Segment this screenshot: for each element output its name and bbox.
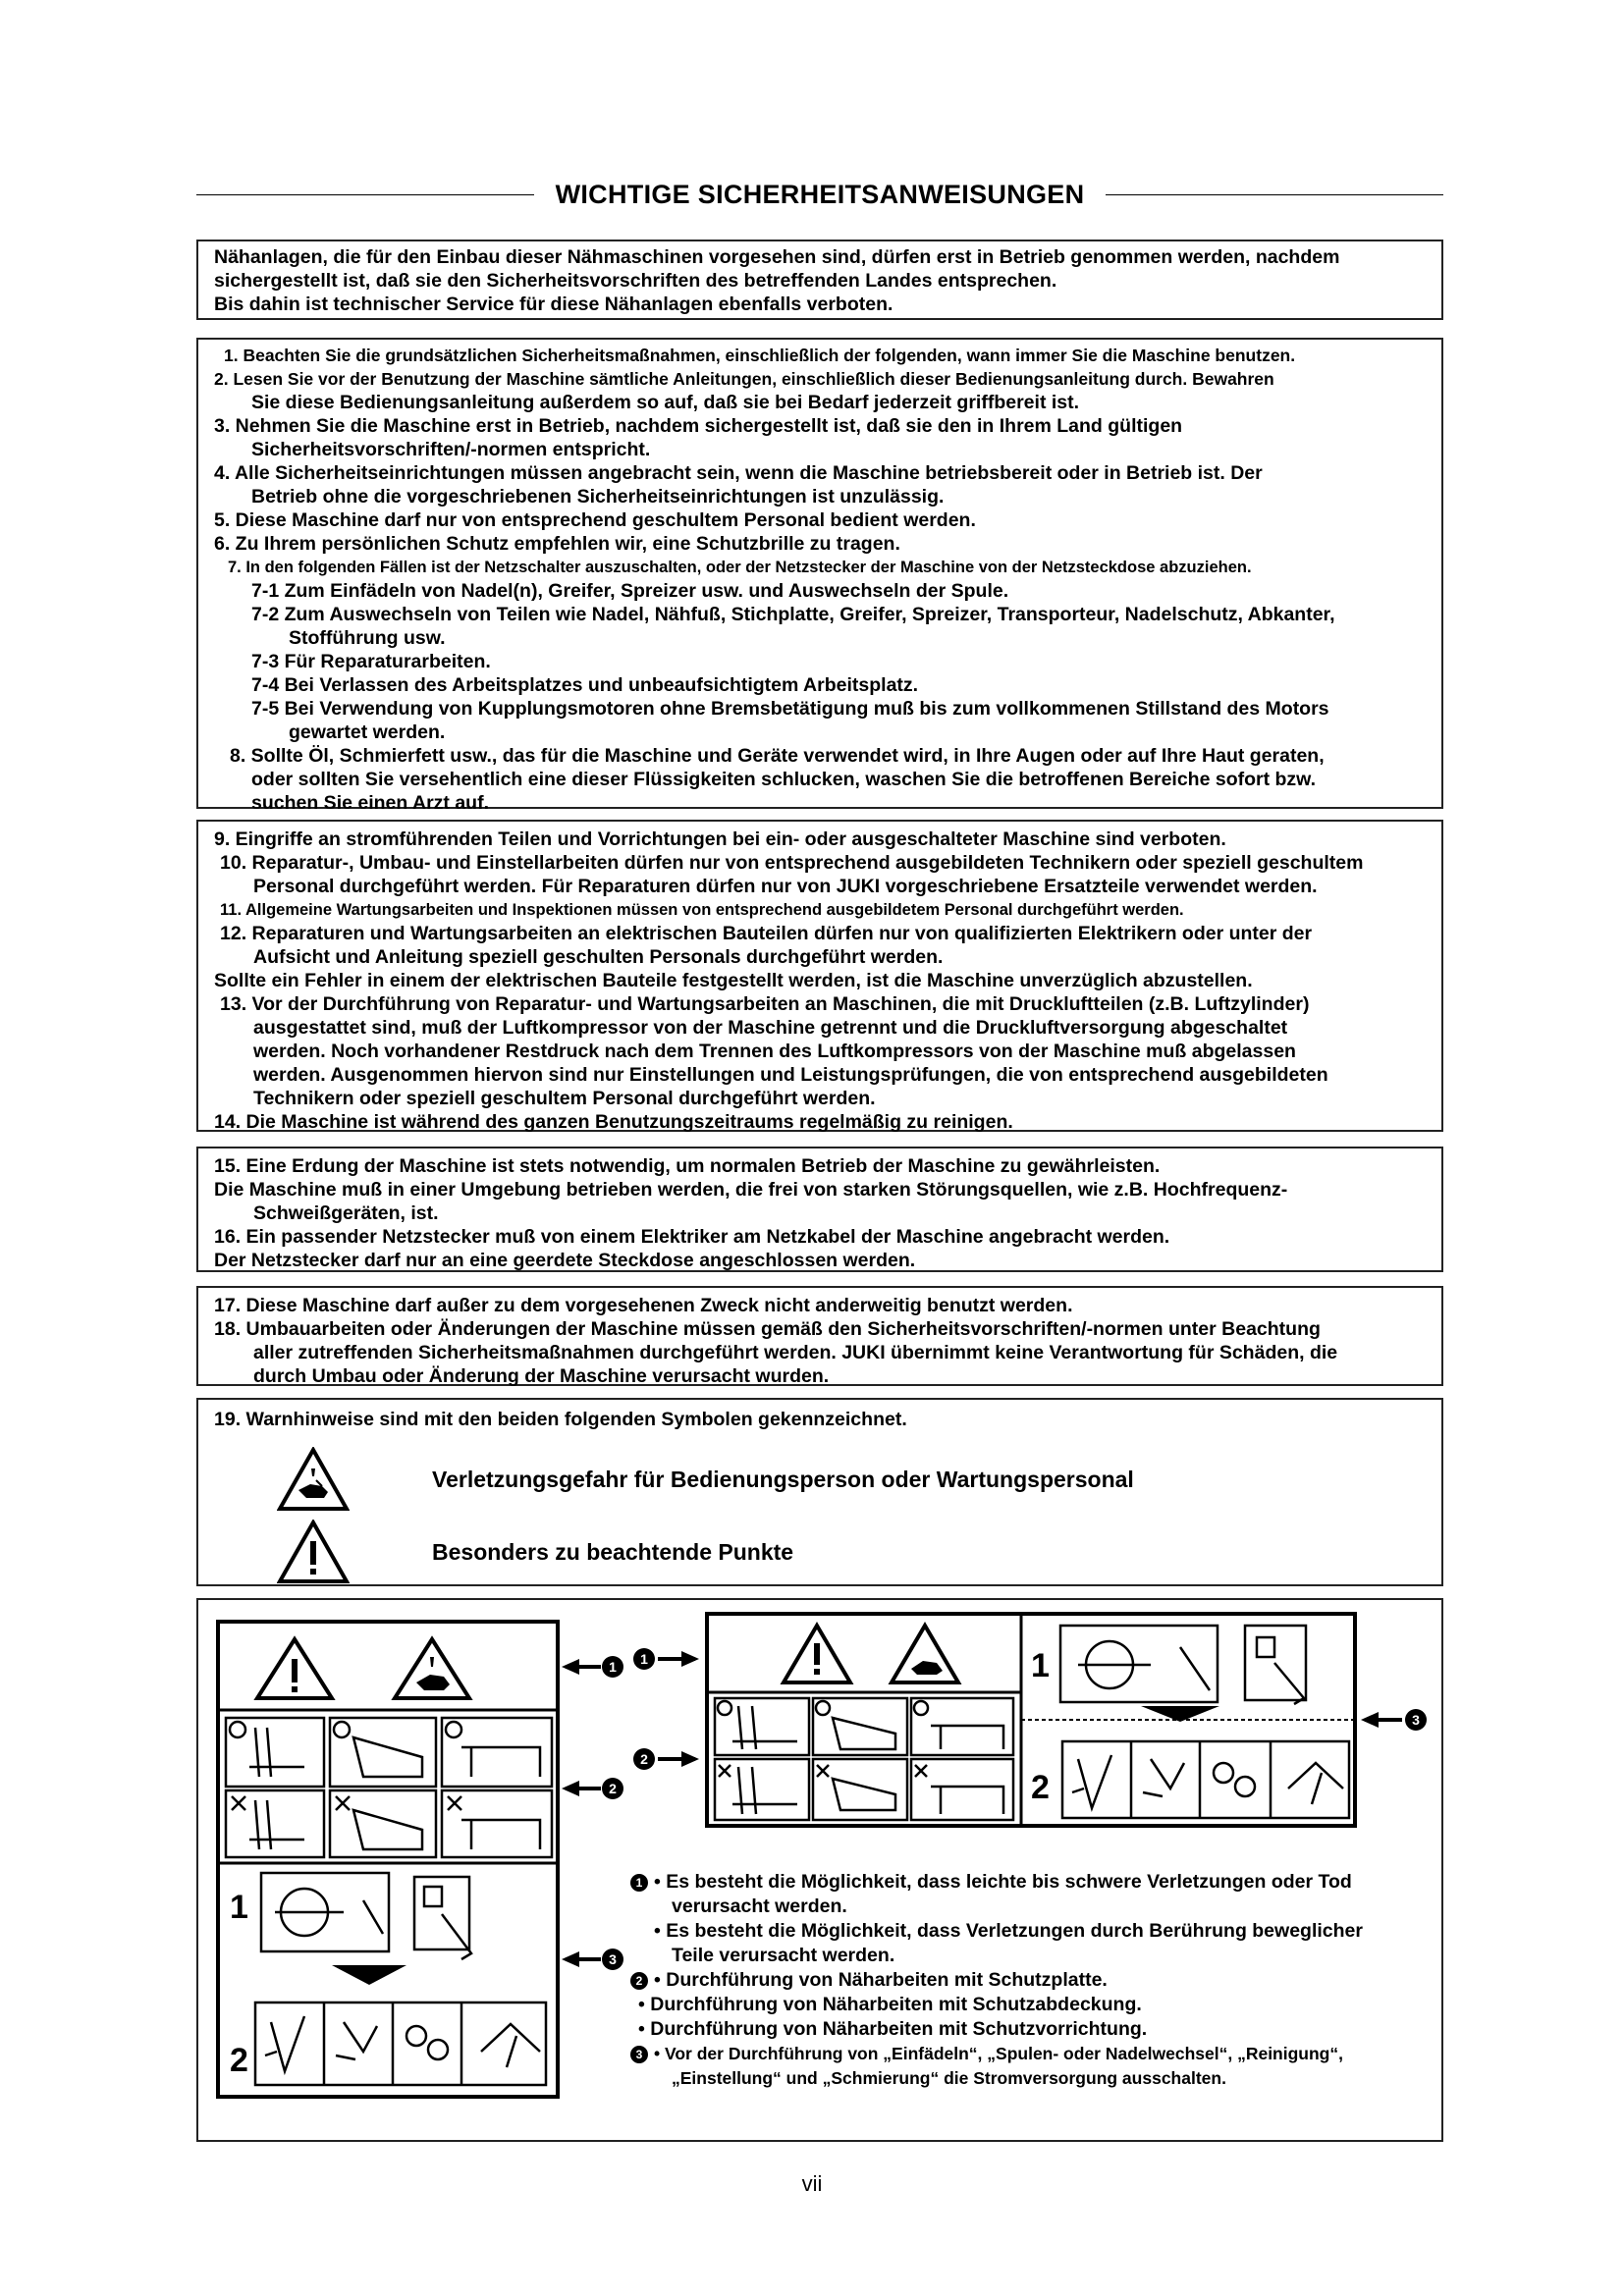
legend-1-cont: verursacht werden. (672, 1896, 847, 1917)
marker-1: 1 (640, 1651, 648, 1667)
page-title: WICHTIGE SICHERHEITSANWEISUNGEN (555, 179, 1085, 209)
item-7-1: 7-1 Zum Einfädeln von Nadel(n), Greifer, Spreizer usw. und Auswechseln der Spule. (251, 580, 1009, 602)
item-19: 19. Warnhinweise sind mit den beiden folgenden Symbolen gekennzeichnet. (214, 1409, 907, 1430)
item-10-cont: Personal durchgeführt werden. Für Reparaturen dürfen nur von JUKI vorgeschriebene Ersatzteile verwendet werden. (253, 876, 1318, 897)
item-18-cont: durch Umbau oder Änderung der Maschine verursacht wurden. (253, 1365, 830, 1387)
item-7: 7. In den folgenden Fällen ist der Netzschalter auszuschalten, oder der Netzstecker der Maschine von der Netzsteckdose abzuziehen. (228, 559, 1252, 576)
marker-3: 3 (630, 2046, 648, 2063)
item-6: 6. Zu Ihrem persönlichen Schutz empfehlen wir, eine Schutzbrille zu tragen. (214, 533, 900, 555)
step-number: 1 (1031, 1647, 1050, 1684)
item-3-cont: Sicherheitsvorschriften/-normen entspricht. (251, 439, 651, 460)
item-4-cont: Betrieb ohne die vorgeschriebenen Sicherheitseinrichtungen ist unzulässig. (251, 486, 945, 507)
marker-1: 1 (609, 1659, 617, 1675)
step-number: 2 (1031, 1769, 1050, 1806)
step-number: 2 (230, 2042, 248, 2079)
callout-arrows (562, 1656, 623, 1970)
item-7-5-cont: gewartet werden. (289, 721, 446, 743)
item-2-cont: Sie diese Bedienungsanleitung außerdem so auf, daß sie bei Bedarf jederzeit griffbereit ist. (251, 392, 1080, 413)
item-8-cont: suchen Sie einen Arzt auf. (251, 792, 489, 814)
item-15: 15. Eine Erdung der Maschine ist stets notwendig, um normalen Betrieb der Maschine zu gewährleisten. (214, 1155, 1161, 1177)
title-rule-left (196, 194, 534, 195)
item-1: 1. Beachten Sie die grundsätzlichen Sicherheitsmaßnahmen, einschließlich der folgenden, wann immer Sie die Maschine benutzen. (224, 346, 1296, 365)
item-11: 11. Allgemeine Wartungsarbeiten und Inspektionen müssen von entsprechend ausgebildetem Personal durchgeführt werden. (220, 901, 1184, 919)
item-4: 4. Alle Sicherheitseinrichtungen müssen angebracht sein, wenn die Maschine betriebsbereit oder in Betrieb ist. Der (214, 462, 1263, 484)
item-15-note: Die Maschine muß in einer Umgebung betrieben werden, die frei von starken Störungsquellen, wie z.B. Hochfrequenz- (214, 1179, 1288, 1201)
item-13-cont: werden. Noch vorhandener Restdruck nach dem Trennen des Luftkompressors von der Maschine muß abgelassen (253, 1041, 1296, 1062)
legend-2-line: 2 • Durchführung von Näharbeiten mit Schutzplatte. (630, 1968, 1363, 1993)
item-17: 17. Diese Maschine darf außer zu dem vorgesehenen Zweck nicht anderweitig benutzt werden. (214, 1295, 1073, 1316)
item-7-4: 7-4 Bei Verlassen des Arbeitsplatzes und unbeaufsichtigtem Arbeitsplatz. (251, 674, 919, 696)
intro-box (196, 240, 1443, 320)
marker-3: 3 (609, 1951, 617, 1967)
marker-2: 2 (640, 1751, 648, 1767)
item-13-cont: werden. Ausgenommen hiervon sind nur Einstellungen und Leistungsprüfungen, die von entsprechend ausgebildeten (253, 1064, 1328, 1086)
item-16: 16. Ein passender Netzstecker muß von einem Elektriker am Netzkabel der Maschine angebracht werden. (214, 1226, 1170, 1248)
legend-1b-cont: Teile verursacht werden. (672, 1945, 895, 1966)
title-rule-right (1106, 194, 1443, 195)
item-7-3: 7-3 Für Reparaturarbeiten. (251, 651, 491, 672)
symbol-row-2 (277, 1520, 793, 1584)
item-14: 14. Die Maschine ist während des ganzen Benutzungszeitraums regelmäßig zu reinigen. (214, 1111, 1013, 1133)
item-12-note: Sollte ein Fehler in einem der elektrischen Bauteile festgestellt werden, ist die Maschine unverzüglich abzustellen. (214, 970, 1253, 991)
item-8-cont: oder sollten Sie versehentlich eine dieser Flüssigkeiten schlucken, waschen Sie die betroffenen Bereiche sofort bzw. (251, 769, 1317, 790)
hand-injury-warning-icon (277, 1447, 350, 1512)
intro-line: Nähanlagen, die für den Einbau dieser Nähmaschinen vorgesehen sind, dürfen erst in Betrieb genommen werden, nachdem (214, 246, 1340, 268)
marker-3: 3 (1412, 1712, 1420, 1728)
item-13: 13. Vor der Durchführung von Reparatur- und Wartungsarbeiten an Maschinen, die mit Druckluftteilen (z.B. Luftzylinder) (220, 993, 1310, 1015)
item-5: 5. Diese Maschine darf nur von entsprechend geschultem Personal bedient werden. (214, 509, 976, 531)
item-7-2-cont: Stofführung usw. (289, 627, 446, 649)
safety-section-4 (196, 1286, 1443, 1386)
legend-1-line: 1 • Es besteht die Möglichkeit, dass leichte bis schwere Verletzungen oder Tod (630, 1870, 1363, 1895)
item-2: 2. Lesen Sie vor der Benutzung der Maschine sämtliche Anleitungen, einschließlich dieser Bedienungsanleitung durch. Bewahren (214, 369, 1274, 389)
item-8: 8. Sollte Öl, Schmierfett usw., das für die Maschine und Geräte verwendet wird, in Ihre Augen oder auf Ihre Haut geraten, (230, 745, 1325, 767)
step-number: 1 (230, 1889, 248, 1926)
item-13-cont: ausgestattet sind, muß der Luftkompressor von der Maschine getrennt und die Druckluftversorgung abgeschaltet (253, 1017, 1288, 1039)
caution-warning-icon (277, 1520, 350, 1584)
item-16-note: Der Netzstecker darf nur an eine geerdete Steckdose angeschlossen werden. (214, 1250, 916, 1271)
marker-2: 2 (630, 1972, 648, 1990)
warning-label-right (630, 1612, 1435, 1847)
warning-label-left (216, 1620, 628, 2101)
item-7-2: 7-2 Zum Auswechseln von Teilen wie Nadel, Nähfuß, Stichplatte, Greifer, Spreizer, Transporteur, Nadelschutz, Abkanter, (251, 604, 1335, 625)
safety-section-2 (196, 820, 1443, 1132)
item-13-cont: Technikern oder speziell geschultem Personal durchgeführt werden. (253, 1088, 876, 1109)
intro-line: Bis dahin ist technischer Service für diese Nähanlagen ebenfalls verboten. (214, 294, 893, 315)
symbol-row-1 (277, 1447, 1134, 1512)
legend-2b-line: • Durchführung von Näharbeiten mit Schutzabdeckung. (638, 1994, 1142, 2015)
legend-3-cont: „Einstellung“ und „Schmierung“ die Stromversorgung ausschalten. (672, 2068, 1226, 2088)
symbol-2-text: Besonders zu beachtende Punkte (432, 1539, 794, 1565)
item-18: 18. Umbauarbeiten oder Änderungen der Maschine müssen gemäß den Sicherheitsvorschriften/-normen unter Beachtung (214, 1318, 1321, 1340)
item-12: 12. Reparaturen und Wartungsarbeiten an elektrischen Bauteilen dürfen nur von qualifizierten Elektrikern oder unter der (220, 923, 1313, 944)
warning-label-section (196, 1598, 1443, 2142)
item-15-cont: Schweißgeräten, ist. (253, 1202, 439, 1224)
page-number: vii (801, 2171, 823, 2196)
item-10: 10. Reparatur-, Umbau- und Einstellarbeiten dürfen nur von entsprechend ausgebildeten Technikern oder speziell geschultem (220, 852, 1364, 874)
legend-2c-line: • Durchführung von Näharbeiten mit Schutzvorrichtung. (638, 2018, 1148, 2040)
label-legend (630, 1870, 1363, 2091)
intro-line: sichergestellt ist, daß sie den Sicherheitsvorschriften des betreffenden Landes entsprechen. (214, 270, 1057, 292)
item-7-5: 7-5 Bei Verwendung von Kupplungsmotoren ohne Bremsbetätigung muß bis zum vollkommenen Stillstand des Motors (251, 698, 1329, 720)
title-row (196, 175, 1443, 214)
item-9: 9. Eingriffe an stromführenden Teilen und Vorrichtungen bei ein- oder ausgeschalteter Maschine sind verboten. (214, 828, 1226, 850)
safety-section-5 (196, 1398, 1443, 1586)
item-3: 3. Nehmen Sie die Maschine erst in Betrieb, nachdem sichergestellt ist, daß sie den in Ihrem Land gültigen (214, 415, 1183, 437)
item-18-cont: aller zutreffenden Sicherheitsmaßnahmen durchgeführt werden. JUKI übernimmt keine Verantwortung für Schäden, die (253, 1342, 1338, 1363)
legend-3-line: 3 • Vor der Durchführung von „Einfädeln“, „Spulen- oder Nadelwechsel“, „Reinigung“, (630, 2042, 1363, 2066)
safety-section-1 (196, 338, 1443, 814)
marker-2: 2 (609, 1781, 617, 1796)
marker-1: 1 (630, 1874, 648, 1892)
safety-section-3 (196, 1147, 1443, 1272)
symbol-1-text: Verletzungsgefahr für Bedienungsperson oder Wartungspersonal (432, 1467, 1134, 1492)
legend-1b-line: • Es besteht die Möglichkeit, dass Verletzungen durch Berührung beweglicher (654, 1920, 1363, 1942)
item-12-cont: Aufsicht und Anleitung speziell geschulten Personals durchgeführt werden. (253, 946, 944, 968)
